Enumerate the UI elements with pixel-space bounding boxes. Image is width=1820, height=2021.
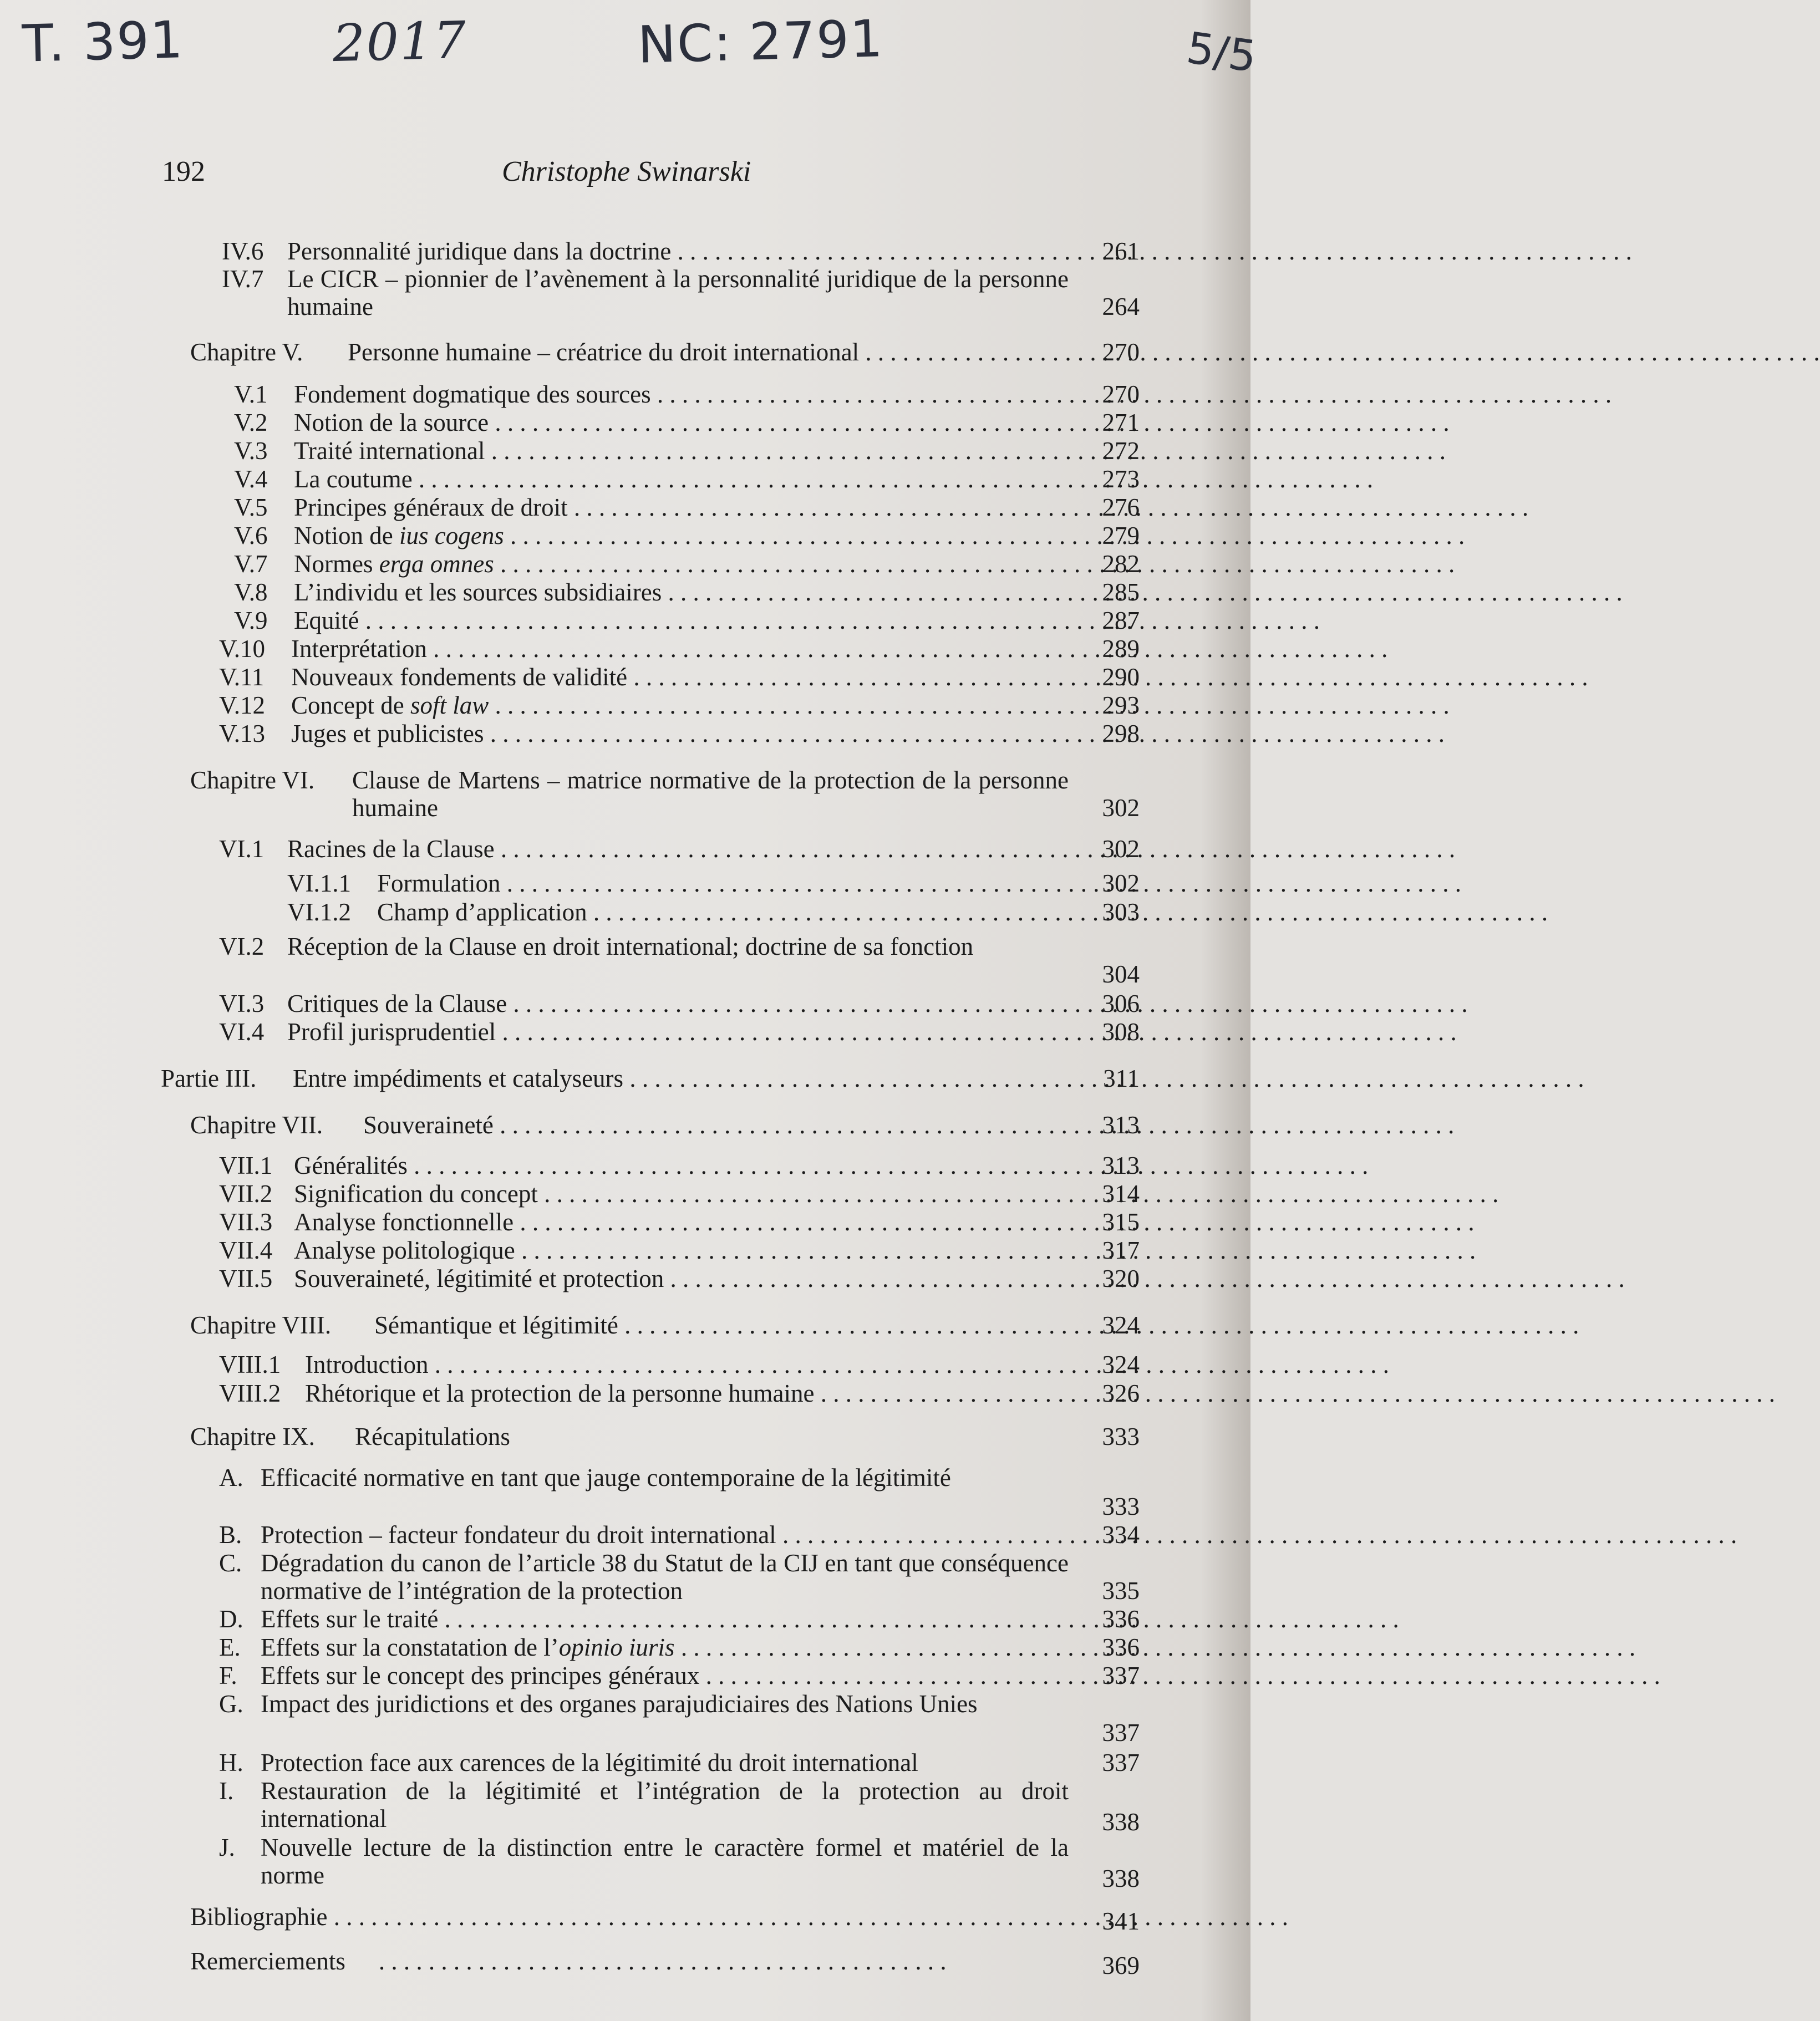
toc-page: 303 [1102, 898, 1140, 926]
toc-title: Entre impédiments et catalyseurs . . . [293, 1065, 1073, 1092]
toc-title: Introduction . . . [305, 1351, 1073, 1378]
toc-page: 338 [1102, 1808, 1140, 1836]
toc-number: V.10 [219, 635, 265, 663]
toc-number: V.9 [234, 607, 268, 634]
toc-page: 335 [1102, 1577, 1140, 1605]
toc-title: Protection face aux carences de la légitimité du droit international [261, 1749, 918, 1776]
toc-title: Critiques de la Clause . . . [287, 990, 1073, 1017]
toc-title: Restauration de la légitimité et l’intégration de la protection au droit international [261, 1777, 1069, 1832]
toc-number: V.4 [234, 465, 268, 493]
toc-title [291, 691, 1073, 719]
toc-title: Généralités . . . [294, 1152, 1073, 1179]
toc-title: Analyse fonctionnelle . . . [294, 1208, 1073, 1236]
toc-page: 282 [1102, 550, 1140, 578]
toc-title: Clause de Martens – matrice normative de la protection de la personne humaine [352, 766, 1069, 822]
handwritten-nc-number: NC: 2791 [637, 9, 884, 75]
toc-title: Effets sur le traité . . . [261, 1605, 1073, 1633]
toc-page: 287 [1102, 607, 1140, 634]
toc-title: Réception de la Clause en droit international; doctrine de sa fonction [287, 933, 974, 960]
toc-number: Chapitre VII. [190, 1111, 323, 1139]
toc-page: 279 [1102, 522, 1140, 549]
toc-page: 320 [1102, 1265, 1140, 1292]
toc-page: 314 [1102, 1180, 1140, 1208]
toc-title: Notion de la source . . . [294, 409, 1073, 436]
toc-page: 298 [1102, 720, 1140, 747]
toc-title: Protection – facteur fondateur du droit international . . . [261, 1521, 1073, 1549]
toc-number: IV.7 [222, 265, 264, 293]
toc-number: V.2 [234, 409, 268, 436]
toc-title-italic: erga omnes [379, 550, 494, 578]
toc-page: 336 [1102, 1633, 1140, 1661]
toc-page: 315 [1102, 1208, 1140, 1236]
toc-number: VI.2 [219, 933, 265, 960]
toc-title [294, 550, 1073, 578]
toc-title: Dégradation du canon de l’article 38 du Statut de la CIJ en tant que conséquence normative de l’intégration de la protection [261, 1549, 1069, 1605]
toc-title: Bibliographie . . . [190, 1903, 1073, 1931]
toc-title: La coutume . . . [294, 465, 1073, 493]
toc-title: Profil jurisprudentiel . . . [287, 1018, 1073, 1046]
toc-page: 285 [1102, 578, 1140, 606]
toc-title-italic: ius cogens [399, 522, 504, 549]
handwritten-folio: 5/5 [1183, 23, 1260, 83]
toc-title: Traité international . . . [294, 437, 1073, 465]
toc-number: H. [219, 1749, 243, 1776]
running-head-author: Christophe Swinarski [502, 156, 751, 187]
toc-number: VI.1 [219, 835, 265, 863]
toc-title: Remerciements . . . . . . . . . . . . . . . . . . . . . . . . . . . . . . . . . . . . . . . . . . . . . . [190, 1947, 947, 1975]
handwritten-year: 2017 [332, 10, 468, 74]
toc-title: Souveraineté, légitimité et protection . . . [294, 1265, 1073, 1292]
toc-page: 324 [1102, 1311, 1140, 1339]
toc-title: Principes généraux de droit . . . [294, 493, 1073, 521]
toc-number: J. [219, 1834, 235, 1861]
toc-title-italic: soft law [410, 691, 489, 719]
toc-title [294, 522, 1073, 549]
toc-page: 261 [1102, 237, 1140, 265]
toc-number: IV.6 [222, 237, 264, 265]
toc-page: 302 [1102, 869, 1140, 897]
toc-title [261, 1633, 1073, 1661]
toc-number: V.3 [234, 437, 268, 465]
toc-number: VII.3 [219, 1208, 273, 1236]
toc-title-text: Effets sur la constatation de l’ [261, 1633, 559, 1661]
toc-number: V.1 [234, 380, 268, 408]
toc-page: 289 [1102, 635, 1140, 663]
toc-title-text: Normes [294, 550, 379, 578]
toc-title: Juges et publicistes . . . [291, 720, 1073, 747]
toc-number: VII.1 [219, 1152, 273, 1179]
toc-number: V.6 [234, 522, 268, 549]
toc-title: Racines de la Clause . . . [287, 835, 1073, 863]
toc-page: 341 [1102, 1907, 1140, 1935]
toc-number: V.11 [219, 663, 265, 691]
toc-page: 272 [1102, 437, 1140, 465]
toc-page: 270 [1102, 380, 1140, 408]
toc-number: VI.4 [219, 1018, 265, 1046]
toc-title-text: Concept de [291, 691, 410, 719]
toc-title: Efficacité normative en tant que jauge contemporaine de la légitimité [261, 1464, 951, 1491]
toc-page: 302 [1102, 835, 1140, 863]
toc-title: L’individu et les sources subsidiaires . . . [294, 578, 1073, 606]
toc-page: 334 [1102, 1521, 1140, 1549]
toc-page: 306 [1102, 990, 1140, 1017]
toc-title: Personne humaine – créatrice du droit international . . . [348, 338, 1073, 366]
toc-title: Sémantique et légitimité . . . [374, 1311, 1073, 1339]
toc-page: 273 [1102, 465, 1140, 493]
toc-number: VIII.1 [219, 1351, 281, 1378]
toc-title: Effets sur le concept des principes généraux . . . [261, 1662, 1073, 1689]
toc-number: V.5 [234, 493, 268, 521]
toc-page: 290 [1102, 663, 1140, 691]
toc-number: VII.2 [219, 1180, 273, 1208]
toc-page: 276 [1102, 493, 1140, 521]
toc-number: Partie III. [161, 1065, 257, 1092]
toc-title: Récapitulations [355, 1423, 510, 1450]
toc-number: G. [219, 1690, 243, 1718]
toc-title-italic: opinio iuris [558, 1633, 675, 1661]
toc-page: 337 [1102, 1662, 1140, 1689]
toc-number: Chapitre VIII. [190, 1311, 332, 1339]
toc-page: 302 [1102, 794, 1140, 822]
toc-page: 308 [1102, 1018, 1140, 1046]
toc-title: Le CICR – pionnier de l’avènement à la personnalité juridique de la personne humaine [287, 265, 1069, 320]
toc-number: VII.4 [219, 1236, 273, 1264]
toc-page: 326 [1102, 1379, 1140, 1407]
toc-number: D. [219, 1605, 243, 1633]
toc-page: 333 [1102, 1423, 1140, 1450]
toc-page: 337 [1102, 1749, 1140, 1776]
toc-number: VIII.2 [219, 1379, 281, 1407]
toc-page: 338 [1102, 1865, 1140, 1892]
toc-number: C. [219, 1549, 242, 1577]
toc-title: Formulation . . . [377, 869, 1073, 897]
toc-title: Analyse politologique . . . [294, 1236, 1073, 1264]
toc-number: V.7 [234, 550, 268, 578]
toc-title-text: Remerciements [190, 1947, 345, 1975]
handwritten-shelf-mark: T. 391 [21, 10, 185, 74]
toc-page: 304 [1102, 960, 1140, 988]
toc-number: V.8 [234, 578, 268, 606]
toc-title: Nouveaux fondements de validité . . . [291, 663, 1073, 691]
toc-title: Equité . . . [294, 607, 1073, 634]
toc-number: Chapitre V. [190, 338, 303, 366]
toc-page: 333 [1102, 1493, 1140, 1520]
toc-number: V.13 [219, 720, 265, 747]
toc-page: 264 [1102, 293, 1140, 320]
toc-number: A. [219, 1464, 243, 1491]
toc-number: I. [219, 1777, 234, 1805]
toc-title: Signification du concept . . . [294, 1180, 1073, 1208]
toc-number: F. [219, 1662, 237, 1689]
toc-page: 324 [1102, 1351, 1140, 1378]
toc-page: 293 [1102, 691, 1140, 719]
toc-number: E. [219, 1633, 241, 1661]
toc-number: Chapitre IX. [190, 1423, 315, 1450]
toc-page: 313 [1102, 1111, 1140, 1139]
toc-title: Fondement dogmatique des sources . . . [294, 380, 1073, 408]
toc-page: 336 [1102, 1605, 1140, 1633]
toc-page: 270 [1102, 338, 1140, 366]
toc-page: 369 [1102, 1952, 1140, 1979]
toc-number: VI.3 [219, 990, 265, 1017]
toc-number: V.12 [219, 691, 265, 719]
toc-title: Champ d’application . . . [377, 898, 1073, 926]
toc-number: VI.1.2 [287, 898, 351, 926]
toc-page: 311 [1103, 1065, 1140, 1092]
toc-number: Chapitre VI. [190, 766, 315, 794]
toc-title-text: Notion de [294, 522, 399, 549]
toc-page: 317 [1102, 1236, 1140, 1264]
toc-title: Souveraineté . . . [363, 1111, 1073, 1139]
toc-page: 337 [1102, 1719, 1140, 1747]
toc-title: Personnalité juridique dans la doctrine . . . [287, 237, 1073, 265]
page-number: 192 [162, 156, 205, 187]
toc-title: Interprétation . . . [291, 635, 1073, 663]
toc-title: Nouvelle lecture de la distinction entre le caractère formel et matériel de la norme [261, 1834, 1069, 1889]
toc-title: Impact des juridictions et des organes parajudiciaires des Nations Unies [261, 1690, 978, 1718]
toc-number: B. [219, 1521, 242, 1549]
toc-number: VI.1.1 [287, 869, 351, 897]
toc-number: VII.5 [219, 1265, 273, 1292]
toc-page: 313 [1102, 1152, 1140, 1179]
toc-page: 271 [1102, 409, 1140, 436]
toc-title: Rhétorique et la protection de la personne humaine . . . [305, 1379, 1073, 1407]
